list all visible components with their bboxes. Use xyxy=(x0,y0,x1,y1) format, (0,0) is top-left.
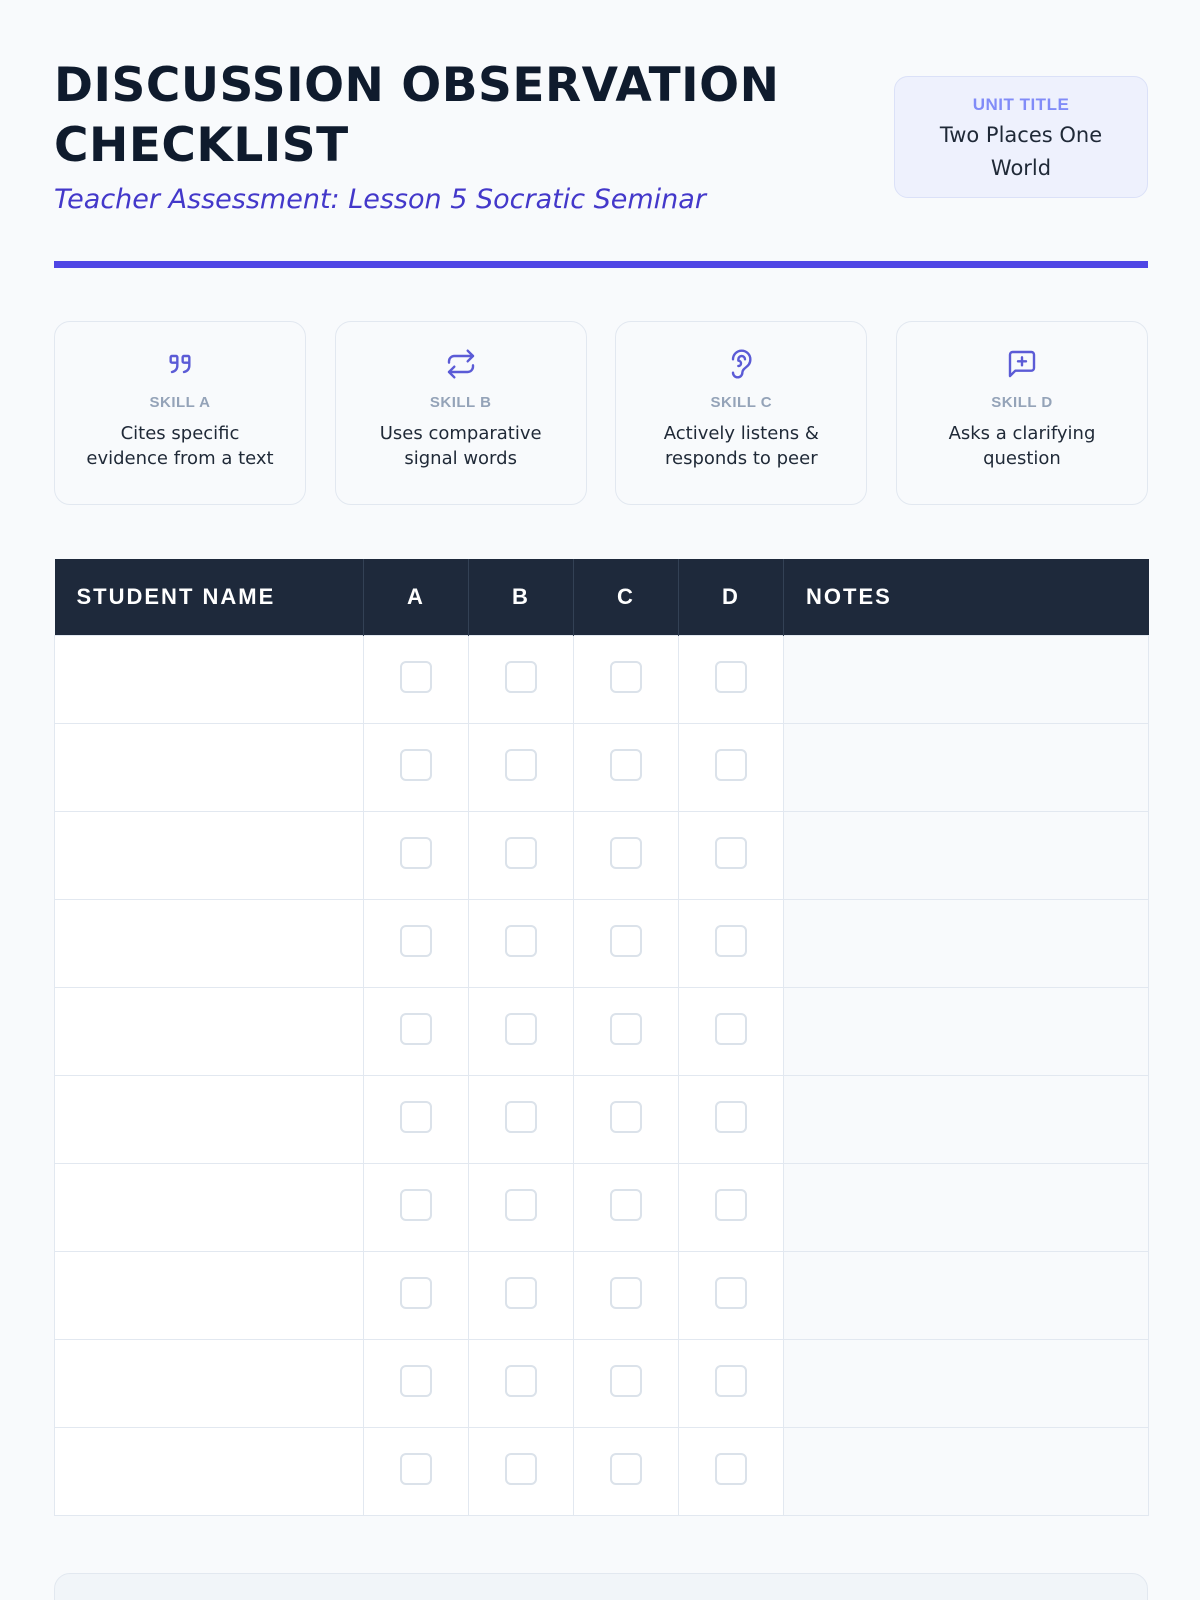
skill-a-cell xyxy=(364,1427,469,1515)
skill-b-cell xyxy=(469,899,574,987)
skill-d-cell xyxy=(679,811,784,899)
skill-d-cell xyxy=(679,1251,784,1339)
notes-cell[interactable] xyxy=(784,1427,1149,1515)
page-title: DISCUSSION OBSERVATION CHECKLIST xyxy=(54,58,780,173)
skill-d-checkbox[interactable] xyxy=(715,1453,747,1485)
skill-b-checkbox[interactable] xyxy=(505,1277,537,1309)
notes-cell[interactable] xyxy=(784,635,1149,723)
skill-b-cell xyxy=(469,1427,574,1515)
skill-c-cell xyxy=(574,1339,679,1427)
notes-cell[interactable] xyxy=(784,899,1149,987)
skill-c-cell xyxy=(574,635,679,723)
skill-description: Actively listens & responds to peer xyxy=(663,423,819,469)
skill-a-cell xyxy=(364,1251,469,1339)
skill-c-cell xyxy=(574,723,679,811)
skill-d-cell xyxy=(679,635,784,723)
skill-a-checkbox[interactable] xyxy=(400,1277,432,1309)
skill-description: Asks a clarifying question xyxy=(948,423,1096,469)
table-row xyxy=(55,1427,1149,1515)
skill-a-checkbox[interactable] xyxy=(400,661,432,693)
skill-c-cell xyxy=(574,811,679,899)
student-name-cell[interactable] xyxy=(55,1339,364,1427)
footer-panel xyxy=(54,1573,1148,1600)
skill-d-checkbox[interactable] xyxy=(715,1013,747,1045)
observation-table xyxy=(54,559,1148,1516)
column-header-skill-d: D xyxy=(679,559,784,635)
skill-a-cell xyxy=(364,987,469,1075)
skill-b-checkbox[interactable] xyxy=(505,1453,537,1485)
column-header-skill-a: A xyxy=(364,559,469,635)
skill-label: SKILL B xyxy=(429,394,492,411)
skill-c-checkbox[interactable] xyxy=(610,1277,642,1309)
skill-c-checkbox[interactable] xyxy=(610,1013,642,1045)
skill-c-checkbox[interactable] xyxy=(610,1365,642,1397)
skill-c-cell xyxy=(574,899,679,987)
skill-d-checkbox[interactable] xyxy=(715,837,747,869)
skill-b-cell xyxy=(469,1339,574,1427)
table-row xyxy=(55,1163,1149,1251)
notes-cell[interactable] xyxy=(784,1339,1149,1427)
skill-a-checkbox[interactable] xyxy=(400,925,432,957)
notes-cell[interactable] xyxy=(784,987,1149,1075)
student-name-cell[interactable] xyxy=(55,1427,364,1515)
skill-c-checkbox[interactable] xyxy=(610,1453,642,1485)
student-name-cell[interactable] xyxy=(55,987,364,1075)
table-row xyxy=(55,1251,1149,1339)
skill-a-checkbox[interactable] xyxy=(400,1101,432,1133)
skill-b-checkbox[interactable] xyxy=(505,1101,537,1133)
skill-a-checkbox[interactable] xyxy=(400,1365,432,1397)
skill-a-checkbox[interactable] xyxy=(400,1013,432,1045)
skill-label: SKILL C xyxy=(710,394,773,411)
table-body xyxy=(55,635,1149,1515)
skill-card-a xyxy=(54,321,306,505)
table-row xyxy=(55,723,1149,811)
skill-d-cell xyxy=(679,899,784,987)
student-name-cell[interactable] xyxy=(55,1251,364,1339)
skill-b-cell xyxy=(469,811,574,899)
skill-d-checkbox[interactable] xyxy=(715,1365,747,1397)
skill-b-cell xyxy=(469,635,574,723)
header-divider xyxy=(54,261,1148,268)
skill-b-cell xyxy=(469,1163,574,1251)
skill-label: SKILL D xyxy=(991,394,1053,411)
student-name-cell[interactable] xyxy=(55,1075,364,1163)
notes-cell[interactable] xyxy=(784,1251,1149,1339)
notes-cell[interactable] xyxy=(784,811,1149,899)
skill-d-checkbox[interactable] xyxy=(715,1189,747,1221)
table-row xyxy=(55,987,1149,1075)
table-row xyxy=(55,811,1149,899)
table-header-row xyxy=(55,559,1149,635)
skill-b-cell xyxy=(469,987,574,1075)
skill-c-checkbox[interactable] xyxy=(610,1189,642,1221)
skill-a-checkbox[interactable] xyxy=(400,1189,432,1221)
skill-c-checkbox[interactable] xyxy=(610,749,642,781)
quote-icon xyxy=(164,348,196,380)
skill-d-checkbox[interactable] xyxy=(715,749,747,781)
column-header-skill-c: C xyxy=(574,559,679,635)
skill-d-checkbox[interactable] xyxy=(715,925,747,957)
message-plus-icon xyxy=(1006,348,1038,380)
skill-a-checkbox[interactable] xyxy=(400,837,432,869)
skill-a-cell xyxy=(364,1075,469,1163)
skill-b-cell xyxy=(469,723,574,811)
skill-b-cell xyxy=(469,1251,574,1339)
skill-d-checkbox[interactable] xyxy=(715,661,747,693)
column-header-student-name: STUDENT NAME xyxy=(55,559,364,635)
skill-b-checkbox[interactable] xyxy=(505,837,537,869)
skill-a-checkbox[interactable] xyxy=(400,1453,432,1485)
skill-d-cell xyxy=(679,987,784,1075)
table-row xyxy=(55,1075,1149,1163)
skill-card-b xyxy=(335,321,587,505)
skill-d-cell xyxy=(679,1163,784,1251)
skill-a-cell xyxy=(364,1163,469,1251)
skill-d-cell xyxy=(679,1427,784,1515)
notes-cell[interactable] xyxy=(784,1075,1149,1163)
skill-b-checkbox[interactable] xyxy=(505,1189,537,1221)
skill-a-cell xyxy=(364,811,469,899)
skill-a-cell xyxy=(364,635,469,723)
unit-title-label: UNIT TITLE xyxy=(972,95,1070,114)
unit-title-value: Two Places One World xyxy=(939,123,1103,180)
unit-title-card xyxy=(894,76,1148,198)
repeat-icon xyxy=(445,348,477,380)
skill-d-cell xyxy=(679,723,784,811)
skill-a-cell xyxy=(364,899,469,987)
skill-b-cell xyxy=(469,1075,574,1163)
skill-c-cell xyxy=(574,1163,679,1251)
skill-a-cell xyxy=(364,723,469,811)
skill-label: SKILL A xyxy=(149,394,211,411)
page-subtitle: Teacher Assessment: Lesson 5 Socratic Seminar xyxy=(54,184,706,215)
skill-b-checkbox[interactable] xyxy=(505,925,537,957)
column-header-skill-b: B xyxy=(469,559,574,635)
skill-b-checkbox[interactable] xyxy=(505,1365,537,1397)
skill-d-checkbox[interactable] xyxy=(715,1277,747,1309)
skill-c-cell xyxy=(574,1251,679,1339)
skill-d-cell xyxy=(679,1075,784,1163)
skill-card-c xyxy=(615,321,867,505)
notes-cell[interactable] xyxy=(784,1163,1149,1251)
skill-c-cell xyxy=(574,1075,679,1163)
skill-b-checkbox[interactable] xyxy=(505,749,537,781)
column-header-notes: NOTES xyxy=(784,559,1149,635)
skill-card-d xyxy=(896,321,1148,505)
header xyxy=(54,56,1148,215)
skill-description: Uses comparative signal words xyxy=(379,423,542,469)
table-row xyxy=(55,899,1149,987)
skill-a-checkbox[interactable] xyxy=(400,749,432,781)
student-name-cell[interactable] xyxy=(55,723,364,811)
skills-legend xyxy=(54,321,1148,505)
skill-b-checkbox[interactable] xyxy=(505,661,537,693)
skill-c-checkbox[interactable] xyxy=(610,925,642,957)
skill-c-cell xyxy=(574,1427,679,1515)
student-name-cell[interactable] xyxy=(55,635,364,723)
skill-b-checkbox[interactable] xyxy=(505,1013,537,1045)
skill-d-checkbox[interactable] xyxy=(715,1101,747,1133)
student-name-cell[interactable] xyxy=(55,811,364,899)
student-name-cell[interactable] xyxy=(55,1163,364,1251)
student-name-cell[interactable] xyxy=(55,899,364,987)
ear-icon xyxy=(725,348,757,380)
skill-c-cell xyxy=(574,987,679,1075)
skill-description: Cites specific evidence from a text xyxy=(86,423,274,469)
skill-c-checkbox[interactable] xyxy=(610,837,642,869)
skill-d-cell xyxy=(679,1339,784,1427)
notes-cell[interactable] xyxy=(784,723,1149,811)
skill-a-cell xyxy=(364,1339,469,1427)
table-row xyxy=(55,1339,1149,1427)
skill-c-checkbox[interactable] xyxy=(610,661,642,693)
skill-c-checkbox[interactable] xyxy=(610,1101,642,1133)
table-row xyxy=(55,635,1149,723)
